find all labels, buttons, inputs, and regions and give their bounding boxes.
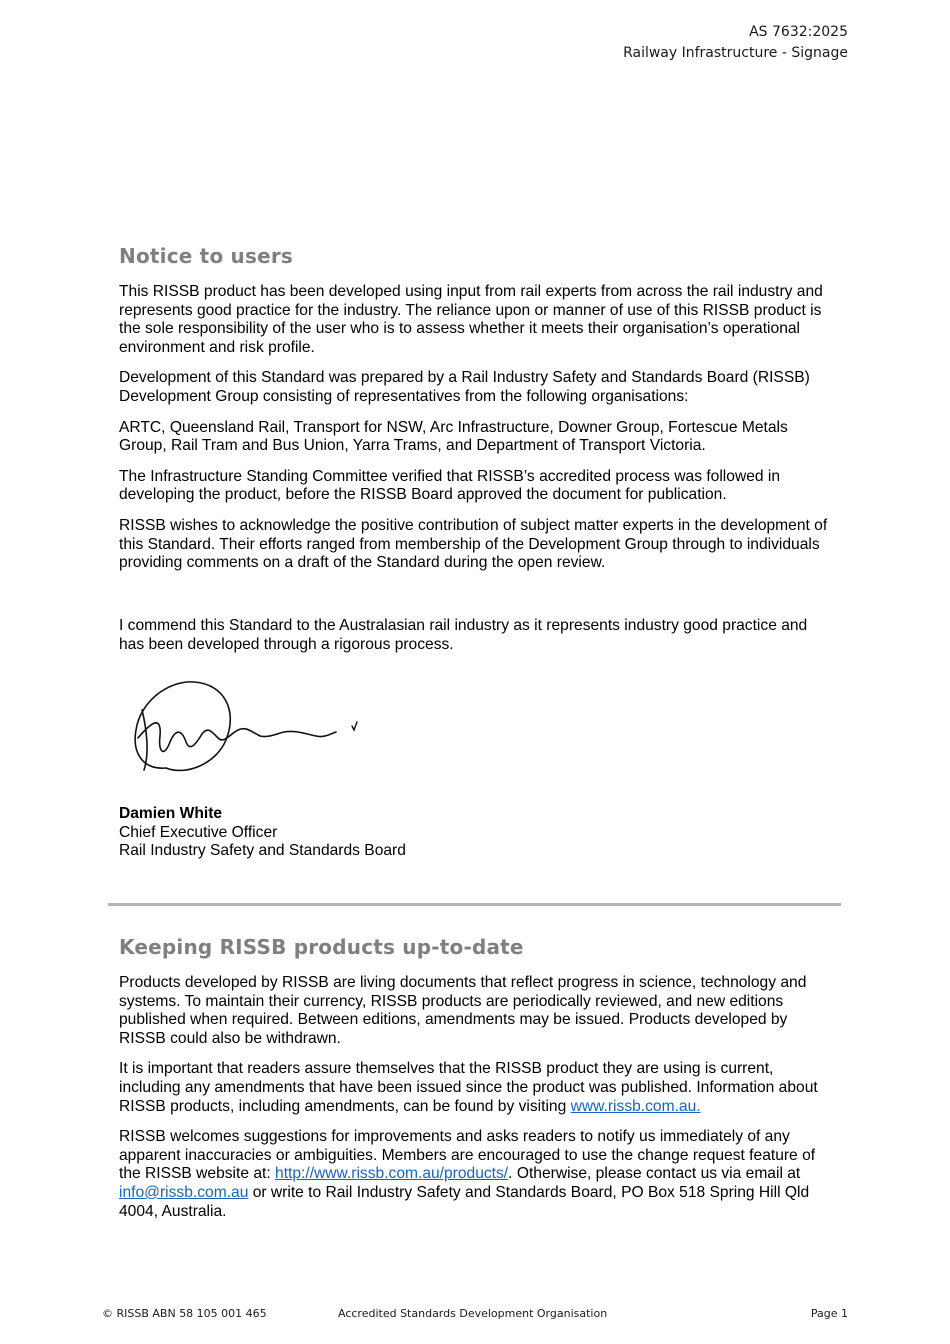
uptodate-paragraph-3-part-b: . Otherwise, please contact us via email at bbox=[508, 1165, 801, 1183]
footer-accreditation: Accredited Standards Development Organisation bbox=[338, 1307, 608, 1320]
uptodate-paragraph-3 bbox=[119, 1128, 831, 1221]
uptodate-heading: Keeping RISSB products up-to-date bbox=[119, 935, 524, 959]
uptodate-paragraph-2-text: It is important that readers assure themselves that the RISSB product they are using is current, including any amendments that have been issued since the product was published. Information about RISSB products, including amendments, can be found by visiting bbox=[119, 1060, 818, 1115]
signer-name: Damien White bbox=[119, 805, 223, 822]
uptodate-body bbox=[119, 974, 831, 1221]
header-doc-number: AS 7632:2025 bbox=[749, 24, 848, 40]
uptodate-paragraph-1: Products developed by RISSB are living documents that reflect progress in science, technology and systems. To maintain their currency, RISSB products are periodically reviewed, and new editions published when required. Between editions, amendments may be issued. Products developed by RISSB could also be withdrawn. bbox=[119, 974, 807, 1047]
notice-paragraph-1: This RISSB product has been developed using input from rail experts from across the rail industry and represents good practice for the industry. The reliance upon or manner of use of this RISSB product is the sole responsibility of the user who is to assess whether it meets their organisation’s operational environment and risk profile. bbox=[119, 283, 823, 356]
signer-role: Chief Executive Officer bbox=[119, 823, 278, 841]
signer-organisation: Rail Industry Safety and Standards Board bbox=[119, 842, 406, 860]
notice-paragraph-2: Development of this Standard was prepared by a Rail Industry Safety and Standards Board (RISSB) Development Group consisting of representatives from the following organisations: bbox=[119, 369, 810, 405]
notice-body bbox=[119, 283, 831, 573]
running-header bbox=[623, 22, 848, 64]
signatory bbox=[119, 805, 406, 861]
header-doc-title: Railway Infrastructure - Signage bbox=[623, 45, 848, 61]
email-link[interactable]: info@rissb.com.au bbox=[119, 1183, 249, 1201]
commendation-text: I commend this Standard to the Australasian rail industry as it represents industry good practice and has been developed through a rigorous process. bbox=[119, 617, 808, 653]
commendation bbox=[119, 617, 831, 654]
section-divider bbox=[108, 903, 841, 906]
products-page-link[interactable]: http://www.rissb.com.au/products/ bbox=[275, 1165, 509, 1183]
footer-copyright: © RISSB ABN 58 105 001 465 bbox=[102, 1307, 267, 1320]
uptodate-paragraph-3-part-c: or write to Rail Industry Safety and Standards Board, PO Box 518 Spring Hill Qld 4004, Australia. bbox=[119, 1183, 810, 1220]
notice-paragraph-5: RISSB wishes to acknowledge the positive contribution of subject matter experts in the development of this Standard. Their efforts ranged from membership of the Development Group through to individuals providing comments on a draft of the Standard during the open review. bbox=[119, 516, 828, 572]
uptodate-paragraph-3-part-a: RISSB welcomes suggestions for improvements and asks readers to notify us immediately of any apparent inaccuracies or ambiguities. Members are encouraged to use the change request feature of the RISSB website at: bbox=[119, 1128, 816, 1183]
footer-page-number: Page 1 bbox=[810, 1307, 848, 1320]
notice-paragraph-3: ARTC, Queensland Rail, Transport for NSW, Arc Infrastructure, Downer Group, Fortescue Metals Group, Rail Tram and Bus Union, Yarra Trams, and Department of Transport Victoria. bbox=[119, 418, 788, 455]
uptodate-paragraph-2 bbox=[119, 1060, 831, 1116]
signature-image bbox=[128, 672, 368, 784]
rissb-website-link[interactable]: www.rissb.com.au. bbox=[570, 1097, 701, 1115]
notice-heading: Notice to users bbox=[119, 244, 294, 268]
notice-paragraph-4: The Infrastructure Standing Committee verified that RISSB’s accredited process was followed in developing the product, before the RISSB Board approved the document for publication. bbox=[119, 467, 781, 504]
